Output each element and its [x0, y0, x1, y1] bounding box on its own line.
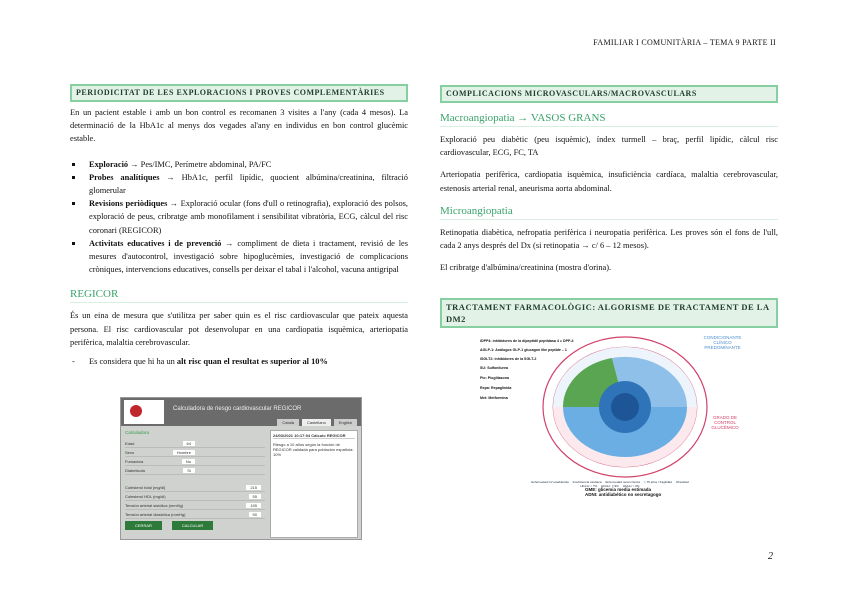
calc-field [125, 483, 265, 492]
algorithm-wheel [540, 335, 710, 485]
regicor-paragraph: És un eina de mesura que s'utilitza per saber quin es el risc cardiovascular que pateix aquesta persona. El risc cardiovascular pot desenvolupar en una cardiopatia isquèmica, arteriopatia perifèrica, malaltia cerebrovascular. [70, 311, 408, 347]
regicor-title: REGICOR [70, 288, 408, 303]
footnote: ADNI: antidiabético no secretagogo [585, 492, 662, 497]
macro-paragraph-1: Exploració peu diabètic (peu isquèmic), índex turmell – braç, perfil lipídic, càlcul risc cardiovascular, ECG, FC, TA [440, 135, 778, 158]
list-item [70, 158, 408, 171]
field-label: Diabeticola [125, 467, 145, 473]
item-label: Exploració [89, 159, 129, 169]
item-text: → compliment de dieta i tractament, revisió de les mesures d'autocontrol, investigació sobre hipoglucèmies, investigació de complicacions cròniques, intervencions educatives, consells per deixar el tabal i l'alcohol, vacuna antigripal [89, 238, 409, 275]
micro-title: Microangiopatia [440, 205, 778, 220]
calc-field [125, 510, 265, 519]
calc-title: Calculadora de riesgo cardiovascular REGICOR [173, 406, 302, 412]
field-label: Fumadora [125, 458, 144, 464]
glycemic-control-label: GRADO DE CONTROL GLUCÉMICO [711, 415, 739, 430]
section-heading: COMPLICACIONS MICROVASCULARS/MACROVASCULARS [440, 85, 778, 103]
calculate-button: CALCULAR [172, 521, 213, 530]
field-value: Hombre [173, 450, 195, 455]
macro-title: Macroangiopatia → VASOS GRANS [440, 112, 778, 127]
section-heading: PERIODICITAT DE LES EXPLORACIONS I PROVES COMPLEMENTÀRIES [70, 84, 408, 102]
field-label: Colesterol HDL (mg/dl) [125, 493, 166, 499]
field-value: 90 [249, 512, 261, 517]
macro-paragraph-2: Arteriopatia perifèrica, cardiopatia isquèmica, insuficiència cardíaca, malaltia cerebrovascular, estenosis arterial renal, aneurisma aorta abdominal. [440, 170, 778, 193]
regicor-logo [124, 400, 164, 424]
tab-english: English [334, 419, 357, 426]
micro-paragraph-2: El cribratge d'albúmina/creatinina (mostra d'orina). [440, 263, 612, 273]
result-text: Riesgo a 10 años según la función de REGICOR validada para población española: 10% [273, 442, 354, 457]
exploration-list [70, 158, 408, 277]
intro-paragraph: En un pacient estable i amb un bon control es recomanen 3 visites a l'any (cada 4 mesos). La determinació de la HbA1c al menys dos vegades al'any en individus en bon control glucèmic estable. [70, 108, 408, 144]
field-value: Sí [183, 468, 195, 473]
field-value: 64 [183, 441, 195, 446]
micro-paragraph-1: Retinopatia diabètica, nefropatia perifèrica i neuropatia perifèrica. Les proves són el fons de l'ull, cada 2 anys després del Dx (si retinopatia → c/ 6 – 12 mesos). [440, 227, 778, 251]
item-text: Es considera que hi ha un [89, 357, 177, 367]
wheel-sector-label: HbA1c < 7% [580, 484, 598, 488]
sector-labels [520, 480, 700, 488]
field-value: No [182, 459, 195, 464]
item-label: Probes analítiques [89, 172, 160, 182]
list-item [70, 355, 408, 368]
field-label: Sexo [125, 449, 135, 455]
left-column [70, 84, 408, 368]
field-label: Edad [125, 440, 135, 446]
field-label: Tensión arterial diastólica (mmHg) [125, 511, 186, 517]
legend-item: Repa: Repaglinida [480, 386, 512, 390]
calc-field [125, 439, 265, 448]
item-bold: alt risc quan el resultat es superior al 10% [176, 357, 328, 367]
footnote: GME: glicemia media estimada [585, 487, 652, 492]
calc-field [125, 492, 265, 501]
calc-section: Calculadora [125, 430, 150, 435]
field-label: Colesterol total (mg/dl) [125, 484, 166, 490]
wheel-sector-label: Obesidad [675, 480, 689, 484]
calc-field [125, 501, 265, 510]
item-label: Revisions periòdiques [89, 199, 168, 209]
wheel-sector-label: Insuficiencia cardíaca [572, 480, 602, 484]
wheel-sector-label: > 75 años / fragilidad [643, 480, 672, 484]
page-header: FAMILIAR I COMUNITÀRIA – TEMA 9 PARTE II [593, 38, 776, 47]
field-value: 55 [249, 494, 261, 499]
clinical-condition-label: CONDICIONANTE CLÍNICO PREDOMINANTE [703, 335, 742, 350]
legend-item: Met: Metformina [480, 396, 508, 400]
tab-castellano: Castellano [302, 419, 331, 426]
regicor-list [70, 355, 408, 368]
list-item [70, 197, 408, 237]
section-heading: TRACTAMENT FARMACOLÒGIC: ALGORISME DE TRACTAMENT DE LA DM2 [440, 298, 778, 328]
close-button: CERRAR [125, 521, 162, 530]
field-value: 155 [246, 503, 261, 508]
calc-field [125, 448, 265, 457]
field-value: 215 [246, 485, 261, 490]
legend-item: Pio: Pioglitazona [480, 376, 509, 380]
calc-field [125, 466, 265, 475]
wheel-sector-label: HbA1c: 7-9% [601, 484, 619, 488]
item-label: Activitats educatives i de prevenció [89, 238, 222, 248]
legend-item: iSGLT2: inhibidores de la SGLT-2 [480, 357, 537, 361]
legend-item: SU: Sulfonilurea [480, 366, 508, 370]
wheel-sector-label: HbA1c > 9% [622, 484, 640, 488]
wheel-sector-label: Enfermedad renal crónica [605, 480, 640, 484]
legend-item: iDPP4: inhibidores de la dipeptidil peptidasa 4 = DPP-4 [480, 339, 574, 343]
legend-item: AGLP-1: Análogos GLP-1 glucagon like peptide – 1 [480, 348, 567, 352]
tab-catala: Català [277, 419, 299, 426]
list-item [70, 237, 408, 277]
right-column [440, 85, 778, 328]
list-item [70, 171, 408, 197]
item-text: → Exploració ocular (fons d'ull o retinografia), exploració des polsos, exploració de peus, cribratge amb monofilament i sensibilitat vibratòria, ECG, càlcul del risc coronari (REGICOR) [89, 199, 408, 235]
dm2-algorithm-diagram [470, 335, 745, 495]
regicor-calculator-image [120, 397, 362, 540]
calc-field [125, 457, 265, 466]
page-number: 2 [768, 551, 773, 562]
item-text: → HbA1c, perfil lipídic, quocient albúmina/creatinina, filtració glomerular [89, 172, 408, 196]
result-title: 24/03/2021 10:17:04 Cálculo REGICOR [273, 433, 355, 439]
item-text: → Pes/IMC, Perímetre abdominal, PA/FC [128, 159, 272, 169]
wheel-sector-label: Enfermedad CV establecida [531, 480, 569, 484]
field-label: Tensión arterial sistólica (mmHg) [125, 502, 184, 508]
